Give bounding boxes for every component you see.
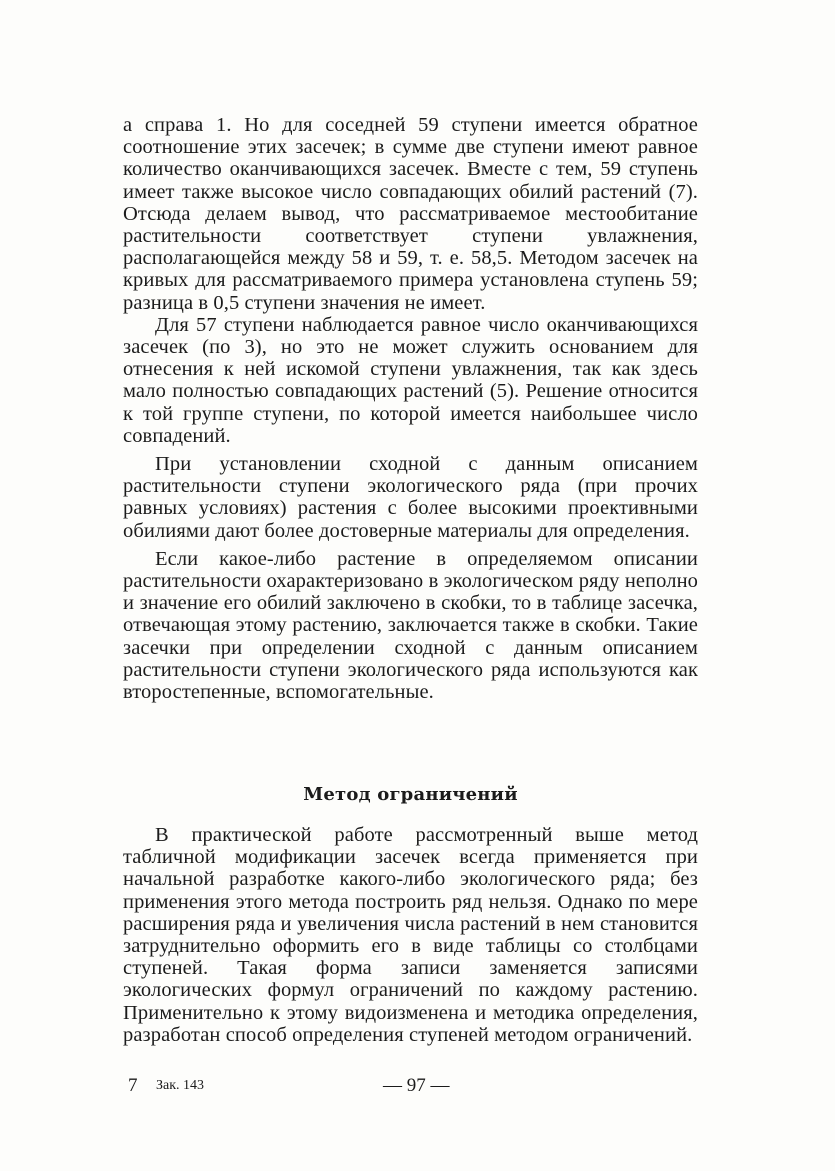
paragraph-method-of-limits: В практической работе рассмотренный выше метод табличной модификации засечек всегда применяется при начальной разработке какого-либо экологического ряда; без применения этого метода построить ряд нельзя. Однако по мере расширения ряда и увеличения числа растений в нем становится затруднительно оформить его в виде таблицы со столбцами ступеней. Такая форма записи заменяется записями экологических формул ограничений по каждому растению. Применительно к этому видоизменена и методика определения, разработан способ определения ступеней методом ограничений. xyxy=(123,824,698,1046)
paragraph-brackets: Если какое-либо растение в определяемом описании растительности охарактеризовано в экологическом ряду неполно и значение его обилий заключено в скобки, то в таблице засечка, отвечающая этому растению, заключается также в скобки. Такие засечки при определении сходной с данным описанием растительности ступени экологического ряда используются как второстепенные, вспомогательные. xyxy=(123,547,698,704)
page-number: — 97 — xyxy=(383,1075,450,1096)
paragraph-continuation: а справа 1. Но для соседней 59 ступени имеется обратное соотношение этих засечек; в сумме две ступени имеют равное количество оканчивающихся засечек. Вместе с тем, 59 ступень имеет также высокое число совпадающих обилий растений (7). Отсюда делаем вывод, что рассматриваемое местообитание растительности соответствует ступени увлажнения, располагающейся между 58 и 59, т. е. 58,5. Методом засечек на кривых для рассматриваемого примера установлена ступень 59; разница в 0,5 ступени значения не имеет. xyxy=(123,114,698,314)
paragraph-projective-abundance: При установлении сходной с данным описанием растительности ступени экологического ряда (при прочих равных условиях) растения с более высокими проективными обилиями дают более достоверные материалы для определения. xyxy=(123,453,698,542)
body-text-bottom xyxy=(123,824,698,1046)
order-mark: Зак. 143 xyxy=(156,1078,205,1093)
page-footer xyxy=(128,1075,698,1101)
section-heading: Метод ограничений xyxy=(303,784,518,805)
signature-number: 7 xyxy=(128,1075,138,1096)
body-text-top xyxy=(123,114,698,703)
paragraph-step-57: Для 57 ступени наблюдается равное число оканчивающихся засечек (по 3), но это не может служить основанием для отнесения к ней искомой ступени увлажнения, так как здесь мало полностью совпадающих растений (5). Решение относится к той группе ступени, по которой имеется наибольшее число совпадений. xyxy=(123,313,698,447)
